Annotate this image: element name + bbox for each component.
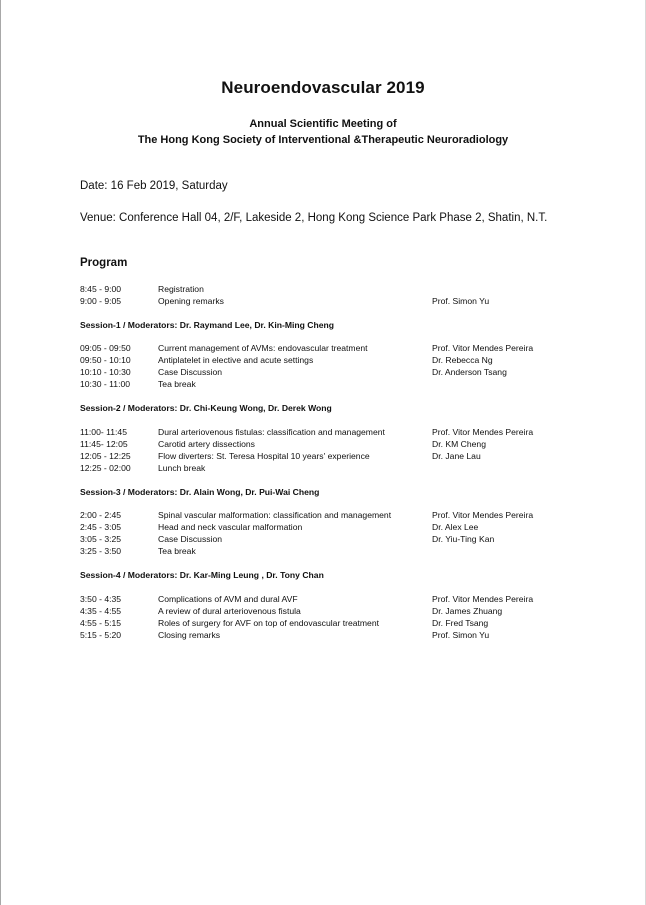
row-time: 10:30 - 11:00 (80, 379, 131, 389)
row-topic: Tea break (158, 379, 196, 389)
row-speaker: Prof. Vitor Mendes Pereira (432, 343, 534, 353)
row-time: 09:50 - 10:10 (80, 355, 131, 365)
row-speaker: Dr. Jane Lau (432, 451, 481, 461)
row-topic: Tea break (158, 546, 196, 556)
document-subtitle-line-1: Annual Scientific Meeting of (249, 118, 397, 130)
row-time: 2:00 - 2:45 (80, 510, 122, 520)
row-speaker: Prof. Simon Yu (432, 630, 490, 640)
row-topic: Closing remarks (158, 630, 221, 640)
row-topic: Roles of surgery for AVF on top of endovascular treatment (158, 618, 380, 628)
row-topic: Dural arteriovenous fistulas: classification and management (158, 427, 385, 437)
row-topic: A review of dural arteriovenous fistula (158, 606, 301, 616)
row-topic: Complications of AVM and dural AVF (158, 594, 298, 604)
event-venue: Venue: Conference Hall 04, 2/F, Lakeside 2, Hong Kong Science Park Phase 2, Shatin, N.T. (80, 212, 548, 224)
row-topic: Head and neck vascular malformation (158, 522, 303, 532)
row-time: 4:55 - 5:15 (80, 618, 122, 628)
row-time: 3:50 - 4:35 (80, 594, 122, 604)
session-2-heading: Session-2 / Moderators: Dr. Chi-Keung Wong, Dr. Derek Wong (80, 403, 332, 413)
row-topic: Lunch break (158, 463, 206, 473)
row-time: 11:45- 12:05 (80, 439, 128, 449)
row-topic: Registration (158, 284, 204, 294)
row-topic: Case Discussion (158, 367, 222, 377)
row-topic: Carotid artery dissections (158, 439, 255, 449)
row-speaker: Prof. Vitor Mendes Pereira (432, 427, 534, 437)
row-time: 12:05 - 12:25 (80, 451, 131, 461)
row-time: 11:00- 11:45 (80, 427, 127, 437)
row-speaker: Dr. Rebecca Ng (432, 355, 493, 365)
row-speaker: Prof. Simon Yu (432, 296, 490, 306)
event-date: Date: 16 Feb 2019, Saturday (80, 180, 228, 192)
row-time: 10:10 - 10:30 (80, 367, 131, 377)
document-subtitle-line-2: The Hong Kong Society of Interventional &Therapeutic Neuroradiology (137, 134, 509, 146)
row-speaker: Dr. Alex Lee (432, 522, 479, 532)
row-time: 4:35 - 4:55 (80, 606, 122, 616)
row-topic: Current management of AVMs: endovascular treatment (158, 343, 368, 353)
row-time: 9:00 - 9:05 (80, 296, 122, 306)
row-speaker: Dr. Anderson Tsang (432, 367, 507, 377)
row-time: 09:05 - 09:50 (80, 343, 131, 353)
session-4-heading: Session-4 / Moderators: Dr. Kar-Ming Leung , Dr. Tony Chan (80, 570, 324, 580)
row-speaker: Dr. James Zhuang (432, 606, 503, 616)
row-time: 5:15 - 5:20 (80, 630, 122, 640)
session-1-heading: Session-1 / Moderators: Dr. Raymand Lee, Dr. Kin-Ming Cheng (80, 320, 335, 330)
row-speaker: Prof. Vitor Mendes Pereira (432, 510, 534, 520)
row-speaker: Dr. Fred Tsang (432, 618, 489, 628)
row-topic: Antiplatelet in elective and acute settings (158, 355, 314, 365)
row-topic: Case Discussion (158, 534, 222, 544)
program-heading: Program (80, 257, 128, 269)
row-speaker: Prof. Vitor Mendes Pereira (432, 594, 534, 604)
row-time: 12:25 - 02:00 (80, 463, 131, 473)
row-time: 3:25 - 3:50 (80, 546, 122, 556)
row-time: 3:05 - 3:25 (80, 534, 122, 544)
session-3-heading: Session-3 / Moderators: Dr. Alain Wong, Dr. Pui-Wai Cheng (80, 487, 320, 497)
row-topic: Opening remarks (158, 296, 224, 306)
document-title: Neuroendovascular 2019 (221, 78, 425, 97)
row-topic: Flow diverters: St. Teresa Hospital 10 years' experience (158, 451, 370, 461)
row-time: 2:45 - 3:05 (80, 522, 122, 532)
row-speaker: Dr. KM Cheng (432, 439, 486, 449)
row-topic: Spinal vascular malformation: classification and management (158, 510, 392, 520)
row-time: 8:45 - 9:00 (80, 284, 122, 294)
row-speaker: Dr. Yiu-Ting Kan (432, 534, 495, 544)
